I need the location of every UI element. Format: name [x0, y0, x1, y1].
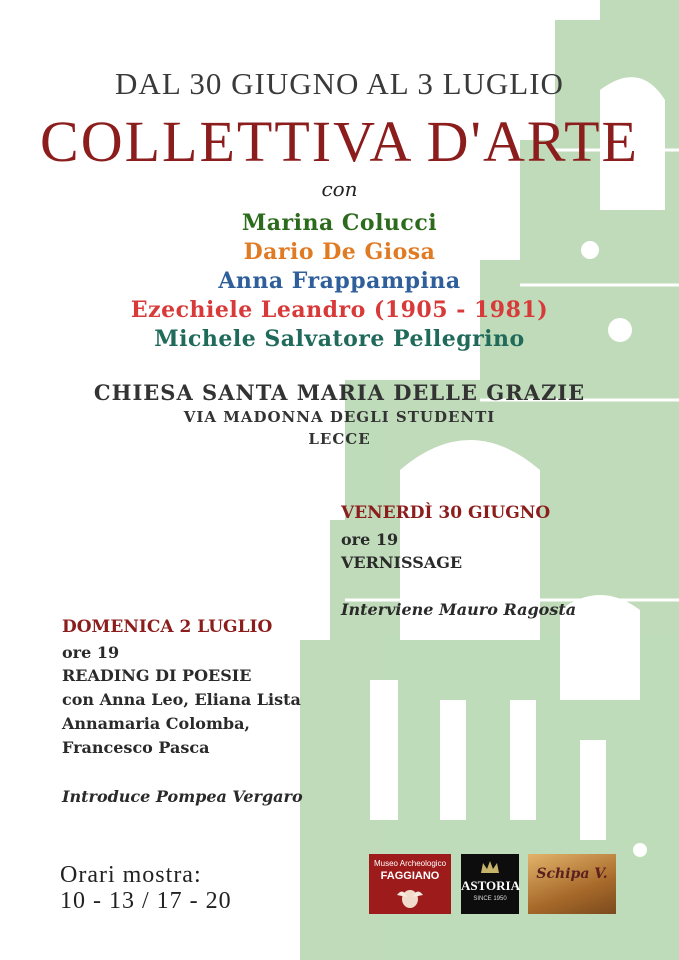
friday-event-speaker: Interviene Mauro Ragosta [341, 600, 577, 619]
logo-title: ASTORIA [461, 878, 521, 893]
artist-name: Marina Colucci [241, 210, 438, 236]
sunday-event-name: READING DI POESIE [62, 666, 252, 685]
sunday-event-time: ore 19 [62, 643, 120, 662]
sunday-event-guests: Francesco Pasca [62, 738, 210, 757]
crown-icon [480, 860, 500, 874]
sunday-event-guests: Annamaria Colomba, [62, 714, 250, 733]
logo-subtitle: Museo Archeologico [373, 859, 447, 868]
with-label: con [321, 177, 358, 201]
venue-street: VIA MADONNA DEGLI STUDENTI [183, 408, 496, 426]
sunday-event-guests: con Anna Leo, Eliana Lista [62, 690, 301, 709]
faggiano-museum-logo [369, 854, 451, 914]
logo-title: FAGGIANO [380, 870, 440, 882]
artist-name: Dario De Giosa [243, 239, 436, 265]
venue-name: CHIESA SANTA MARIA DELLE GRAZIE [93, 380, 586, 405]
hours-value: 10 - 13 / 17 - 20 [60, 888, 232, 914]
astoria-logo [461, 854, 519, 914]
artist-name: Anna Frappampina [218, 268, 461, 294]
artist-name: Michele Salvatore Pellegrino [154, 326, 525, 352]
date-range: DAL 30 GIUGNO AL 3 LUGLIO [115, 66, 564, 101]
friday-event-time: ore 19 [341, 530, 399, 549]
friday-event-date: VENERDÌ 30 GIUGNO [341, 503, 551, 523]
venue-city: LECCE [308, 430, 371, 448]
sunday-event-host: Introduce Pompea Vergaro [62, 787, 303, 806]
sunday-event-date: DOMENICA 2 LUGLIO [62, 617, 273, 637]
logo-subtitle: SINCE 1950 [473, 896, 507, 902]
friday-event-name: VERNISSAGE [341, 553, 463, 572]
angel-icon [395, 885, 425, 911]
schipa-bakery-logo [528, 854, 616, 914]
event-title: COLLETTIVA D'ARTE [40, 109, 639, 174]
hours-label: Orari mostra: [60, 862, 202, 888]
logo-title: Schipa V. [536, 866, 608, 882]
artist-name: Ezechiele Leandro (1905 - 1981) [130, 297, 549, 323]
